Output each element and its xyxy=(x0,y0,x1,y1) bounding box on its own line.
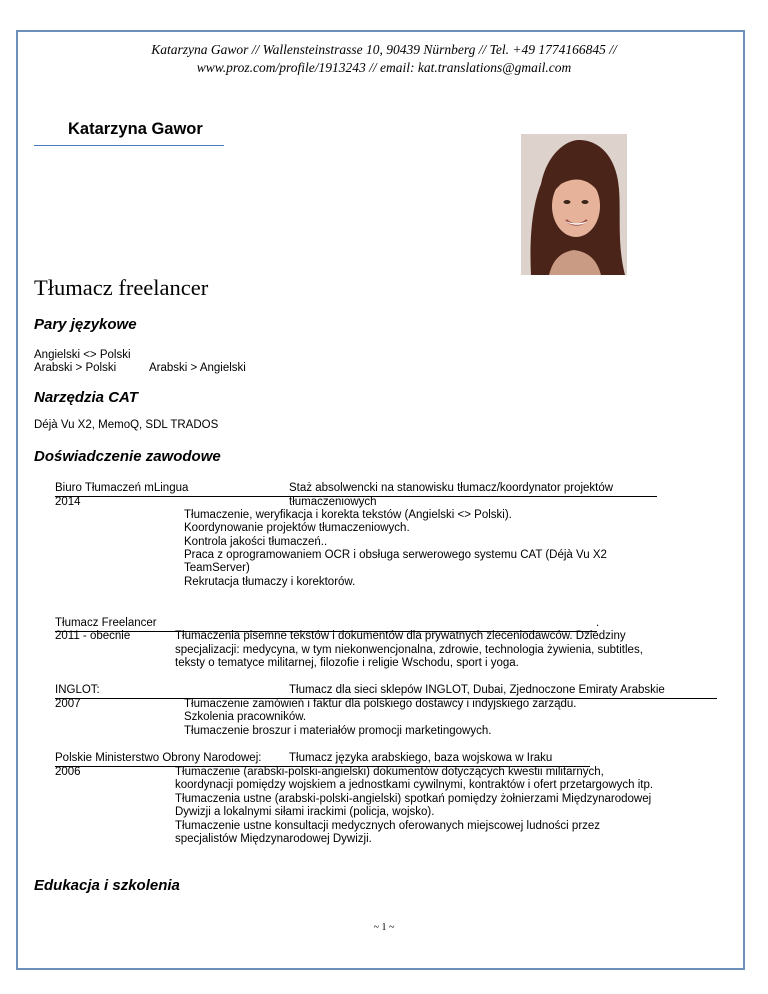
job-date: 2006 xyxy=(55,766,81,778)
profile-photo xyxy=(521,134,627,275)
job-employer: INGLOT: xyxy=(55,684,289,699)
job-employer: Polskie Ministerstwo Obrony Narodowej: xyxy=(55,752,289,767)
job-date: 2011 - obecnie xyxy=(55,630,131,642)
job-position-cont: tłumaczeniowych xyxy=(289,496,377,508)
name-underline xyxy=(34,145,224,146)
page-number: ~ 1 ~ xyxy=(373,922,395,933)
candidate-name: Katarzyna Gawor xyxy=(68,120,203,138)
job-duty-line: Szkolenia pracowników. xyxy=(184,711,307,723)
header-contact-line-2: www.proz.com/profile/1913243 // email: kat.translations@gmail.com xyxy=(196,60,572,75)
job-position: Staż absolwencki na stanowisku tłumacz/koordynator projektów xyxy=(289,482,657,497)
job-position: Tłumacz dla sieci sklepów INGLOT, Dubai, Zjednoczone Emiraty Arabskie xyxy=(289,684,717,699)
language-pair-line-2a: Arabski > Polski xyxy=(34,362,117,374)
job-duty-line: Koordynowanie projektów tłumaczeniowych. xyxy=(184,522,410,534)
section-heading-cat-tools: Narzędzia CAT xyxy=(34,389,138,406)
section-heading-language-pairs: Pary językowe xyxy=(34,316,137,333)
language-pair-line-2b: Arabski > Angielski xyxy=(149,362,246,374)
job-duty-line: specjalizacji: medycyna, w tym niekonwencjonalna, zdrowie, technologia żywienia, subtitles, xyxy=(175,644,643,656)
header-contact-line-1: Katarzyna Gawor // Wallensteinstrasse 10, 90439 Nürnberg // Tel. +49 1774166845 // xyxy=(151,42,617,57)
language-pair-line-1: Angielski <> Polski xyxy=(34,349,131,361)
job-position: Tłumacz języka arabskiego, baza wojskowa w Iraku xyxy=(289,752,590,767)
job-duty-line: Praca z oprogramowaniem OCR i obsługa serwerowego systemu CAT (Déjà Vu X2 xyxy=(184,549,607,561)
job-duty-line: Tłumaczenie broszur i materiałów promocji marketingowych. xyxy=(184,725,492,737)
section-heading-education: Edukacja i szkolenia xyxy=(34,877,180,894)
job-duty-line: Tłumaczenie, weryfikacja i korekta tekstów (Angielski <> Polski). xyxy=(184,509,512,521)
job-duty-line: koordynacji pomiędzy wojskiem a jednostkami cywilnymi, kontraktów i ofert przetargowych itp. xyxy=(175,779,654,791)
job-date: 2007 xyxy=(55,698,81,710)
job-duty-line: teksty o tematyce militarnej, filozofie i religie Wschodu, sport i yoga. xyxy=(175,657,519,669)
job-duty-line: TeamServer) xyxy=(184,562,250,574)
job-duty-line: Tłumaczenia pisemne tekstów i dokumentów dla prywatnych zleceniodawców. Dziedziny xyxy=(175,630,626,642)
job-duty-line: Tłumaczenia ustne (arabski-polski-angielski) spotkań pomiędzy żołnierzami Międzynarodowej xyxy=(175,793,652,805)
job-duty-line: Kontrola jakości tłumaczeń.. xyxy=(184,536,328,548)
section-heading-experience: Doświadczenie zawodowe xyxy=(34,448,221,465)
job-employer: Biuro Tłumaczeń mLingua xyxy=(55,482,289,497)
job-employer-name: Tłumacz Freelancer xyxy=(55,617,157,629)
job-duty-line: Dywizji a lokalnymi siłami irackimi (policja, wojsko). xyxy=(175,806,435,818)
job-duty-line: Tłumaczenie (arabski-polski-angielski) dokumentów dotyczących kwestii militarnych, xyxy=(175,766,604,778)
job-date: 2014 xyxy=(55,496,81,508)
job-title: Tłumacz freelancer xyxy=(34,275,209,300)
cat-tools-list: Déjà Vu X2, MemoQ, SDL TRADOS xyxy=(34,419,219,431)
job-position: . xyxy=(596,617,600,629)
job-duty-line: specjalistów Międzynarodowej Dywizji. xyxy=(175,833,372,845)
job-duty-line: Tłumaczenie zamówień i faktur dla polskiego dostawcy i indyjskiego zarządu. xyxy=(184,698,577,710)
job-duty-line: Rekrutacja tłumaczy i korektorów. xyxy=(184,576,356,588)
job-duty-line: Tłumaczenie ustne konsultacji medycznych oferowanych miejscowej ludności przez xyxy=(175,820,601,832)
